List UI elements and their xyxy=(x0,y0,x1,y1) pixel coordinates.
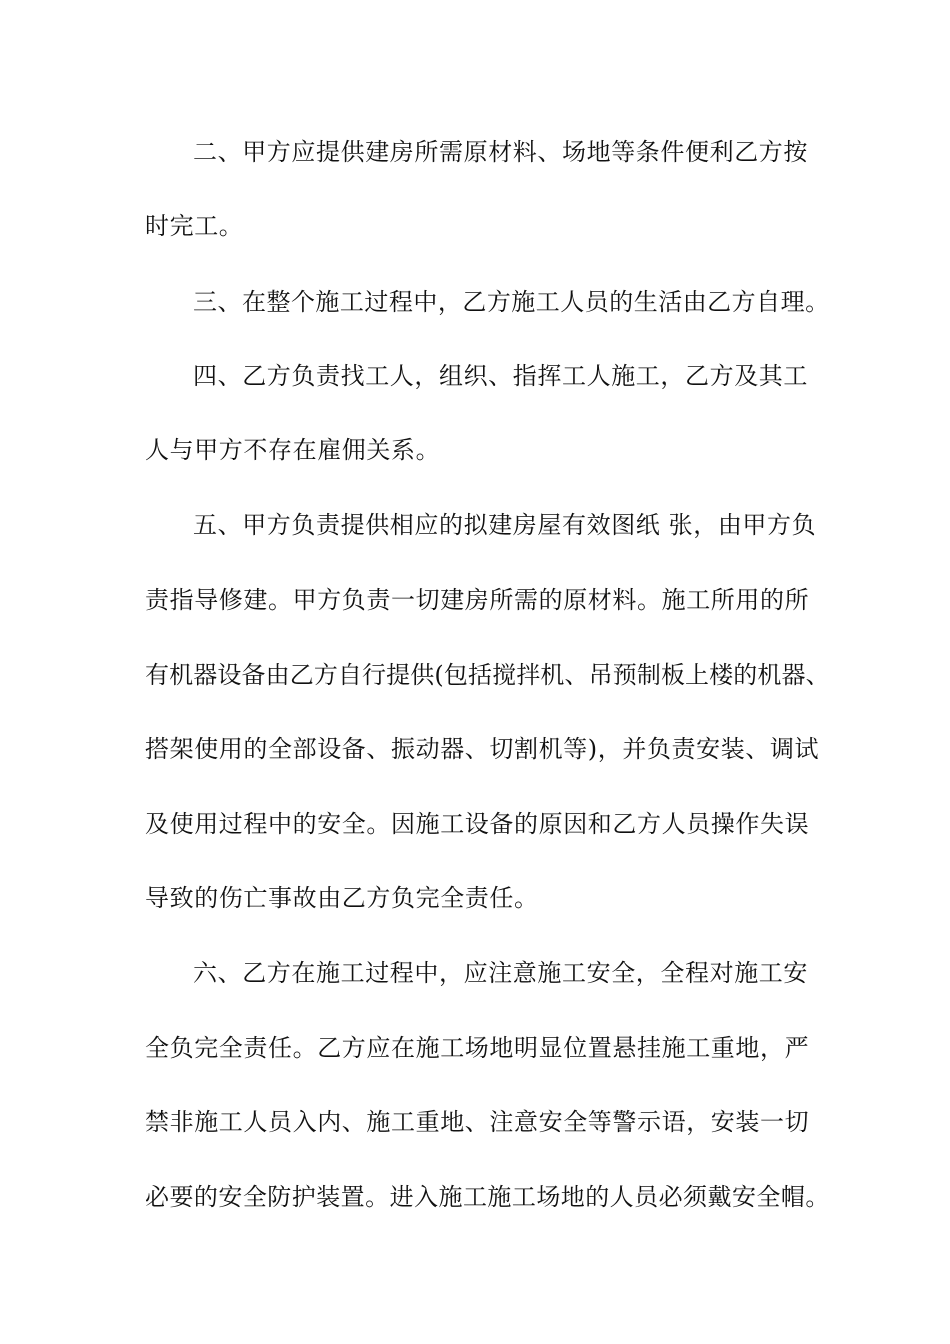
paragraph-5-line-6: 导致的伤亡事故由乙方负完全责任。 xyxy=(145,884,539,912)
paragraph-6-line-4: 必要的安全防护装置。进入施工施工场地的人员必须戴安全帽。 xyxy=(145,1183,830,1211)
paragraph-2-line-2: 时完工。 xyxy=(145,212,244,240)
paragraph-5-line-2: 责指导修建。甲方负责一切建房所需的原材料。施工所用的所 xyxy=(145,586,810,614)
paragraph-6-line-1: 六、乙方在施工过程中，应注意施工安全，全程对施工安 xyxy=(193,959,808,987)
paragraph-3-line-1: 三、在整个施工过程中，乙方施工人员的生活由乙方自理。 xyxy=(193,288,830,316)
paragraph-2-line-1: 二、甲方应提供建房所需原材料、场地等条件便利乙方按 xyxy=(193,138,808,166)
paragraph-5-line-5: 及使用过程中的安全。因施工设备的原因和乙方人员操作失误 xyxy=(145,810,810,838)
paragraph-6-line-2: 全负完全责任。乙方应在施工场地明显位置悬挂施工重地，严 xyxy=(145,1034,810,1062)
paragraph-6-line-3: 禁非施工人员入内、施工重地、注意安全等警示语，安装一切 xyxy=(145,1108,810,1136)
paragraph-5-line-4: 搭架使用的全部设备、振动器、切割机等)，并负责安装、调试 xyxy=(145,735,820,763)
paragraph-5-line-3: 有机器设备由乙方自行提供(包括搅拌机、吊预制板上楼的机器、 xyxy=(145,661,830,689)
paragraph-4-line-2: 人与甲方不存在雇佣关系。 xyxy=(145,436,441,464)
paragraph-4-line-1: 四、乙方负责找工人，组织、指挥工人施工，乙方及其工 xyxy=(193,362,808,390)
paragraph-5-line-1: 五、甲方负责提供相应的拟建房屋有效图纸 张，由甲方负 xyxy=(193,511,817,539)
